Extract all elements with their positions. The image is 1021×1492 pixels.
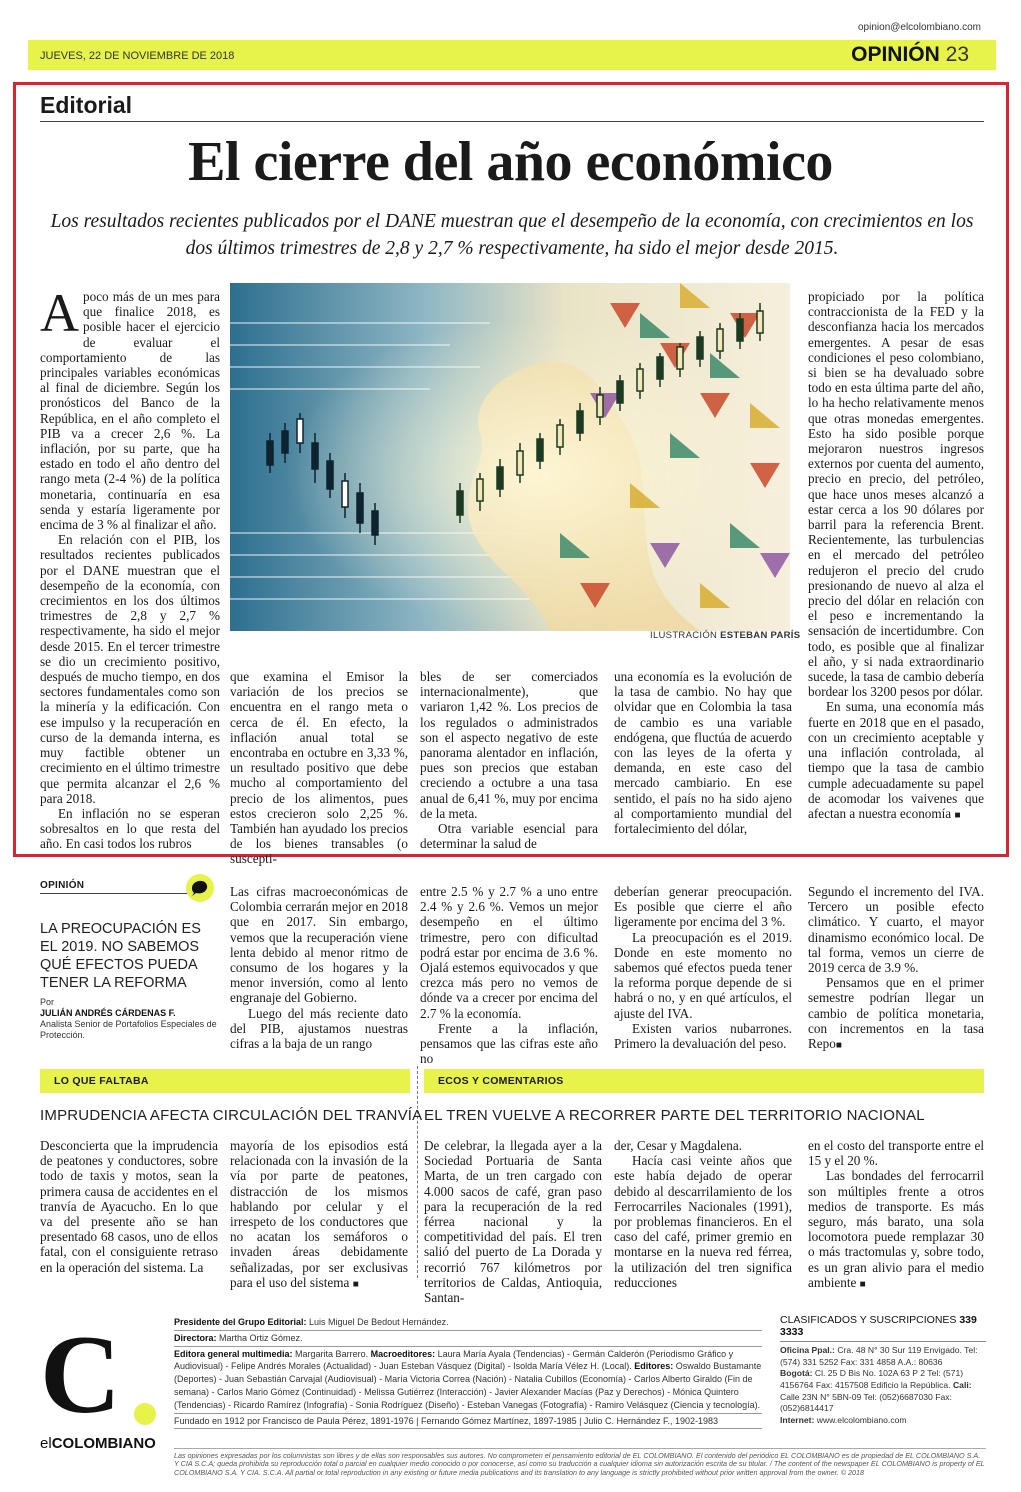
newspaper-logo [40,1435,156,1452]
lo-que-faltaba-band: LO QUE FALTABA [40,1069,410,1093]
masthead-label: Editores: [634,1361,674,1372]
editorial-paragraph: En inflación no se esperan sobresaltos en lo que resta del año. En casi todos los rubros [40,805,220,852]
editorial-column-3 [420,669,598,851]
ecos-paragraph: De celebrar, la llegada ayer a la Sociedad Portuaria de Santa Marta, de un tren cargado con 4.000 sacos de café, gran paso para la recuperación de la red férrea nacional y la competitividad del país. El tren salió del puerto de La Dorada y recorrió 767 kilómetros por territorios de Caldas, Antioquia, Santan- [424,1138,602,1306]
section-divider [417,1066,418,1278]
opinion-paragraph: deberían generar preocupación. Es posible que cierre el año ligeramente por encima del 3 %. [614,884,792,930]
masthead-value: Luis Miguel De Bedout Hernández. [309,1317,449,1327]
masthead-label: Directora: [174,1332,217,1343]
illustration-credit [650,630,800,641]
editorial-paragraph: una economía es la evolución de la tasa de cambio. No hay que olvidar que en Colombia la tasa de cambio es una variable endógena, que fluctúa de acuerdo con las leyes de la oferta y demanda, en este caso del mercado cambiario. En ese sentido, el país no ha sido ajeno al comportamiento mundial del fortalecimiento del dólar, [614,669,792,837]
office-value: Cra. 48 N° 30 Sur 119 Envigado. Tel: (574) 331 5252 Fax: 331 4858 A.A.: 80636 [780,1345,978,1367]
internet-label: Internet: [780,1414,815,1425]
editorial-column-1 [40,283,220,852]
faltaba-paragraph: mayoría de los episodios está relacionada con la invasión de la vía por parte de peatones, distracción de los mismos hablando por celular y el irrespeto de los conductores que no acatan los semáforos o invaden áreas debidamente señalizadas, por ser exclusivas para el uso del sistema [230,1138,408,1290]
editorial-paragraph: que examina el Emisor la variación de los precios se encuentra en el rango meta o cerca de él. En efecto, la inflación anual total se encontraba en octubre en 3,33 %, un resultado positivo que debe mucho al comportamiento del precio de los alimentos, pues estos crecieron solo 2,25 %. También han ayudado los precios de los bienes transables (o suscepti- [230,669,408,867]
editorial-column-4 [614,669,792,836]
masthead-row [174,1347,762,1414]
author-name: JULIÁN ANDRÉS CÁRDENAS F. [40,1008,176,1018]
editorial-paragraph: poco más de un mes para que finalice 2018, es posible hacer el ejercicio de evaluar el comportamiento de las principales variables económicas al final de diciembre. Según los pronósticos del Banco de la República, en el año completo el PIB va a crecer 2,6 %. La inflación, por su parte, que ha estado en todo el año dentro del rango meta (2-4 %) de la política monetaria, continuaría en esa senda y estaría ligeramente por encima de 3 % al finalizar el año. [40,289,220,533]
editorial-illustration [230,283,790,631]
ecos-column-1 [424,1138,602,1305]
office-value: Calle 23N N° 5BN-09 Tel: (052)6687030 Fax: (052)6814417 [780,1391,952,1414]
opinion-paragraph: Luego del más reciente dato del PIB, ajustamos nuestras cifras a la baja de un rango [230,1005,408,1052]
end-mark: ■ [954,809,961,821]
editorial-paragraph: propiciado por la política contraccionista de la FED y la desconfianza hacia los mercados emergentes. A pesar de esas condiciones el peso colombiano, si bien se ha devaluado sobre todo en esta última parte del año, lo ha hecho relativamente menos que otras monedas emergentes. Esto ha sido posible porque mejoraron nuestros ingresos externos por cuenta del aumento, precio en precio, del petróleo, que hace unos meses alcanzó a estar cerca a los 90 dólares por barril para la referencia Brent. Recientemente, las turbulencias en el mercado del petróleo redujeron el precio del crudo presionando de nuevo al alza el precio del dólar en relación con el peso e incrementando la sensación de incertidumbre. Con todo, es posible que al finalizar el año, y si nada extraordinario sucede, la tasa de cambio debería bordear los 3200 pesos por dólar. [808,289,984,700]
opinion-paragraph: entre 2.5 % y 2.7 % a uno entre 2.4 % y 2.6 %. Vemos un mejor desempeño en el último trimestre, pero con dificultad podrá estar por encima de 3.6 %. Ojalá estemos equivocados y que crezca más pero no vemos de dónde va a crecer por encima del 2.7 % la economía. [420,884,598,1021]
legal-notice: Las opiniones expresadas por los columnistas son libres y de ellas son responsables sus autores. No comprometen el pensamiento editorial de EL COLOMBIANO. El contenido del periódico EL COLOMBIANO es de propiedad de EL COLOMBIANO S.A. Y CIA S.C.A; queda prohibida su reproducción total o parcial en cualquier medio conocido o por conocerse, así como su traducción a cualquier idioma sin autorización escrita de su titular. / The content of the newspaper EL COLOMBIANO is property of EL COLOMBIANO S.A. Y CIA. S.C.A. All partial or total reproduction in any existing or future media publications and its translation to any language is strictly prohibited without prior written approval from the owner. © 2018 [174,1451,985,1477]
end-mark: ■ [352,1278,359,1290]
end-mark: ■ [859,1278,866,1290]
opinion-paragraph: Las cifras macroeconómicas de Colombia cerrarán mejor en 2018 que en 2017. Sin embargo, vemos que la recuperación viene lenta debido al menor ritmo de consumo de los hogares y la menor inversión, como al lento engranaje del Gobierno. [230,884,408,1006]
ecos-paragraph: Las bondades del ferrocarril son múltiples frente a otros medios de transporte. Es más seguro, más barato, una sola locomotora puede remplazar 30 o más tractomulas y, sobre todo, es un gran alivio para el medio ambiente [808,1168,984,1290]
opinion-paragraph: Existen varios nubarrones. Primero la devaluación del peso. [614,1020,792,1052]
faltaba-title: IMPRUDENCIA AFECTA CIRCULACIÓN DEL TRANVÍA [40,1107,423,1124]
issue-date: JUEVES, 22 DE NOVIEMBRE DE 2018 [40,50,235,62]
masthead-value: Oswaldo Bustamante (Deportes) - Juan Sebastián Carvajal (Audiovisual) - María Victoria Correa (Nación) - Natalia Cubillos (Economía) - Carlos Alberto Giraldo (Fin de semana) - Carlos Mario Gómez (Continuidad) - Melissa Gutiérrez (Interacción) - Javier Alexander Macías (Paz y Derechos) - Mónica Quintero (Tendencias) - Ricardo Ramírez (Infografía) - Sonia Rodríguez (Diseño) - Esteban Vanegas (Fotografía) - Ramiro Velásquez (Ciencia y tecnología). [174,1361,762,1410]
office-label: Oficina Ppal.: [780,1345,835,1356]
opinion-title: LA PREOCUPACIÓN ES EL 2019. NO SABEMOS QUÉ EFECTOS PUEDA TENER LA REFORMA [40,921,201,991]
section-title [851,43,969,67]
masthead-row [174,1331,762,1347]
masthead-value: Laura María Ayala (Tendencias) - Germán Calderón (Periodismo Gráfico y Audiovisual) - Felipe Andrés Morales (Actualidad) - Juan Esteban Vásquez (Digital) - Isolda María Vélez H. (Local). [174,1348,734,1372]
masthead-row [174,1414,762,1430]
opinion-paragraph: La preocupación es el 2019. Donde en este momento no sabemos qué efectos pueda tener la reforma porque depende de si habrá o no, y en qué artículos, el ajuste del IVA. [614,929,792,1021]
office-value: Cl. 25 D Bis No. 102A 63 P 2 Tel: (571) 4156764 Fax: 4157508 Edificio la República. [780,1368,964,1390]
opinion-paragraph: Frente a la inflación, pensamos que las cifras este año no [420,1020,598,1067]
editorial-column-5 [808,289,984,823]
opinion-column-3 [614,884,792,1051]
office-main [780,1345,986,1368]
ecos-column-3 [808,1138,984,1292]
logo-letter: C [40,1313,121,1437]
office-bogota [780,1368,986,1414]
opinion-paragraph: Pensamos que en el primer semestre podrían llegar un cambio de política monetaria, con incrementos en la tasa Repo [808,975,984,1052]
ecos-column-2 [614,1138,792,1290]
editorial-headline: El cierre del año económico [188,131,833,193]
editorial-column-2 [230,669,408,867]
editorial-paragraph: En relación con el PIB, los resultados recientes publicados por el DANE muestran que el desempeño de la economía, con crecimientos en los dos últimos trimestres de 2,8 y 2,7 % respectivamente, ha sido el mejor desde 2015. En el tercer trimestre se dio un crecimiento positivo, después de mucho tiempo, en dos sectores fundamentales como son la minería y la edificación. Con ese impulso y la recuperación en curso de la demanda interna, es muy factible obtener un crecimiento en el último trimestre que permita alcanzar el 2,6 % para 2018. [40,532,220,806]
page-number: 23 [945,43,969,66]
drop-cap: A [40,283,79,343]
masthead-value: Martha Ortiz Gómez. [219,1332,303,1343]
masthead [174,1315,762,1429]
credit-name: ESTEBAN PARÍS [720,630,801,641]
masthead-label: Macroeditores: [370,1348,436,1359]
classifieds-title: CLASIFICADOS Y SUSCRIPCIONES [780,1314,957,1326]
contact-email[interactable]: opinion@elcolombiano.com [858,22,981,33]
end-mark: ■ [835,1040,842,1052]
website-link[interactable]: www.elcolombiano.com [816,1414,907,1425]
masthead-label: Editora general multimedia: [174,1348,293,1359]
footer-rule [174,1448,986,1449]
author-role: Analista Senior de Portafolios Especiales de Protección. [40,1019,217,1040]
editorial-kicker: Editorial [40,92,984,122]
classifieds-box [780,1315,986,1426]
opinion-tag: OPINIÓN [40,880,85,891]
credit-label: ILUSTRACIÓN [650,630,718,641]
faltaba-paragraph: Desconcierta que la imprudencia de peatones y conductores, sobre todo de taxis y motos, sean la primera causa de accidentes en el tranvía de Ayacucho. En lo que va del presente año se han presentado 68 casos, uno de ellos fatal, con el consiguiente retraso en la operación del sistema. La [40,1138,218,1275]
ecos-title: EL TREN VUELVE A RECORRER PARTE DEL TERRITORIO NACIONAL [424,1107,925,1124]
logo-el: el [40,1435,52,1452]
speech-bubble-icon [186,874,214,902]
byline-prefix: Por [40,997,55,1007]
masthead-row [174,1315,762,1331]
founders-line: Fundado en 1912 por Francisco de Paula Pérez, 1891-1976 | Fernando Gómez Martínez, 1897-1985 | Julio C. Hernández F., 1902-1983 [174,1415,719,1426]
office-label: Cali: [952,1379,972,1390]
ecos-paragraph: Hacía casi veinte años que este había dejado de operar debido al descarrilamiento de los Ferrocarriles Nacionales (1991), por problemas financieros. En el caso del café, primer gremio en montarse en la nueva red férrea, la utilización del tren significa reducciones [614,1153,792,1290]
logo-dot [134,1403,156,1425]
opinion-rule [40,893,192,894]
editorial-deck: Los resultados recientes publicados por el DANE muestran que el desempeño de la economía, con crecimientos en los dos últimos trimestres de 2,8 y 2,7 % respectivamente, ha sido el mejor desde 2015. [50,211,974,259]
ecos-paragraph: der, Cesar y Magdalena. [614,1138,742,1153]
editorial-paragraph: En suma, una economía más fuerte en 2018 que en el pasado, con un crecimiento aceptable y una inflación controlada, al tiempo que la tasa de cambio cumple adecuadamente su papel de acomodar los vaivenes que afectan a nuestra economía [808,699,984,821]
faltaba-column-1 [40,1138,218,1275]
faltaba-column-2 [230,1138,408,1292]
logo-name: COLOMBIANO [51,1435,156,1452]
opinion-byline [40,997,220,1041]
masthead-value: Margarita Barrero. [295,1348,369,1359]
speech-bubble-glyph [186,874,214,902]
section-label: OPINIÓN [851,43,940,66]
opinion-paragraph: Segundo el incremento del IVA. Tercero un posible efecto climático. Y cuarto, el mayor dinamismo económico local. De tal forma, vemos un cierre de 2019 cerca de 3.9 %. [808,884,984,976]
editorial-paragraph: bles de ser comerciados internacionalmente), que variaron 1,42 %. Los precios de los regulados o administrados son el aspecto negativo de este panorama alentador en inflación, pues son precios que estaban creciendo a octubre a una tasa anual de 6,41 %, muy por encima de la meta. [420,669,598,821]
internet-line [780,1415,986,1427]
opinion-column-1 [230,884,408,1051]
office-label: Bogotá: [780,1368,813,1379]
classifieds-heading [780,1315,986,1342]
ecos-paragraph: en el costo del transporte entre el 15 y el 20 %. [808,1138,984,1169]
opinion-column-4 [808,884,984,1053]
market-face-illustration [230,283,790,631]
opinion-column-2 [420,884,598,1066]
classifieds-phone[interactable]: 339 3333 [780,1314,977,1338]
ecos-comentarios-band: ECOS Y COMENTARIOS [424,1069,984,1093]
masthead-label: Presidente del Grupo Editorial: [174,1317,307,1327]
editorial-paragraph: Otra variable esencial para determinar la salud de [420,821,598,852]
